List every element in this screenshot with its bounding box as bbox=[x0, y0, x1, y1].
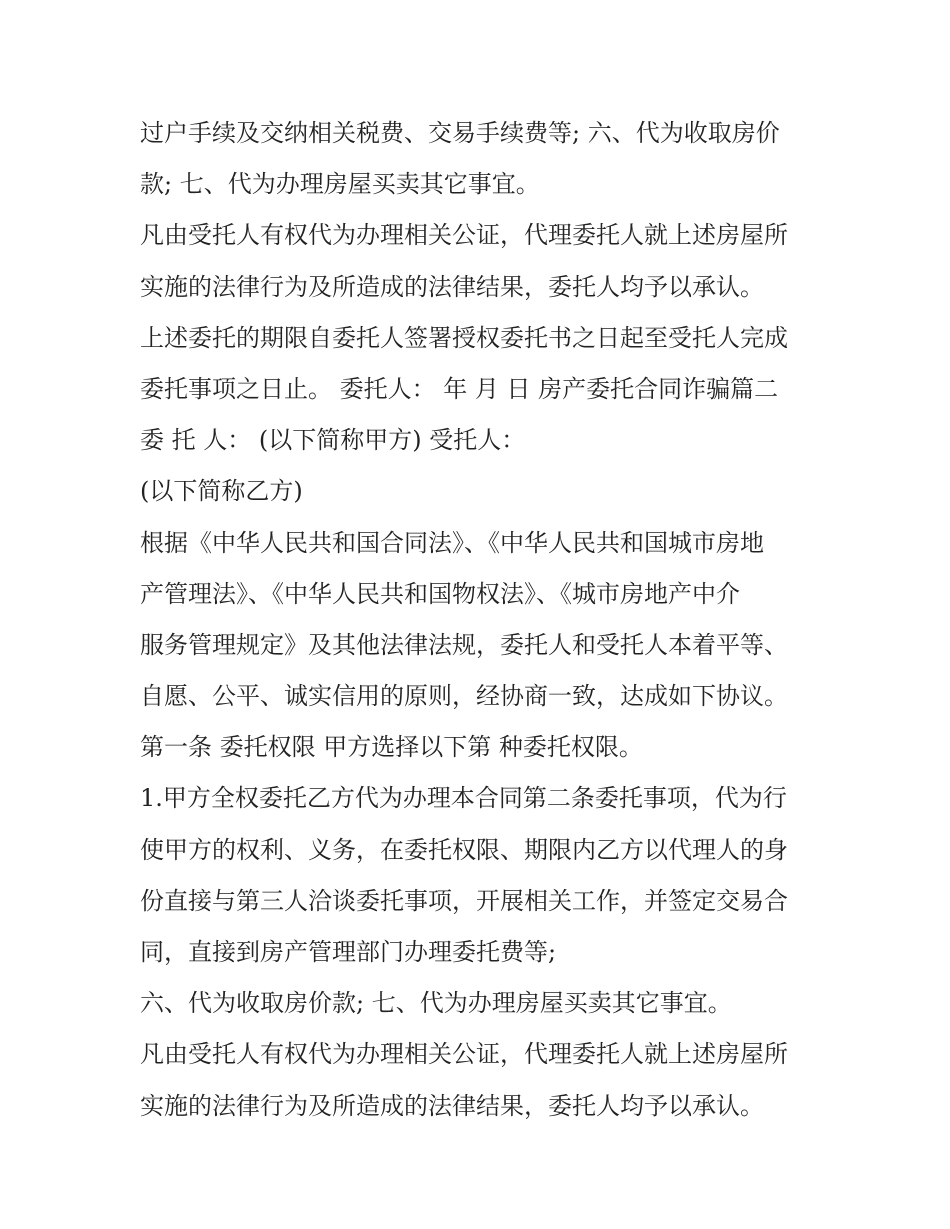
text-line: 六、代为收取房价款; 七、代为办理房屋买卖其它事宜。 bbox=[140, 989, 732, 1018]
text-line: 自愿、公平、诚实信用的原则，经协商一致，达成如下协议。 bbox=[140, 682, 788, 711]
text-line: 委托事项之日止。 委托人： 年 月 日 房产委托合同诈骗篇二 bbox=[140, 374, 779, 403]
text-line: (以下简称乙方) bbox=[140, 477, 303, 506]
text-line: 第一条 委托权限 甲方选择以下第 种委托权限。 bbox=[140, 733, 643, 762]
text-line: 1.甲方全权委托乙方代为办理本合同第二条委托事项，代为行 bbox=[140, 784, 787, 813]
text-line: 凡由受托人有权代为办理相关公证，代理委托人就上述房屋所 bbox=[140, 221, 788, 250]
text-line: 服务管理规定》及其他法律法规，委托人和受托人本着平等、 bbox=[140, 630, 788, 659]
text-line: 实施的法律行为及所造成的法律结果，委托人均予以承认。 bbox=[140, 272, 764, 301]
text-line: 委 托 人： (以下简称甲方) 受托人： bbox=[140, 426, 526, 455]
text-line: 份直接与第三人洽谈委托事项，开展相关工作，并签定交易合 bbox=[140, 886, 788, 915]
text-line: 同，直接到房产管理部门办理委托费等; bbox=[140, 938, 557, 966]
text-line: 款; 七、代为办理房屋买卖其它事宜。 bbox=[140, 170, 540, 199]
text-line: 产管理法》、《中华人民共和国物权法》、《城市房地产中介 bbox=[140, 579, 740, 608]
text-line: 上述委托的期限自委托人签署授权委托书之日起至受托人完成 bbox=[140, 323, 788, 352]
text-line: 使甲方的权利、义务，在委托权限、期限内乙方以代理人的身 bbox=[140, 835, 788, 864]
text-line: 凡由受托人有权代为办理相关公证，代理委托人就上述房屋所 bbox=[140, 1040, 788, 1069]
text-line: 根据《中华人民共和国合同法》、《中华人民共和国城市房地 bbox=[140, 528, 764, 557]
text-line: 过户手续及交纳相关税费、交易手续费等; 六、代为收取房价 bbox=[140, 119, 780, 147]
document-body bbox=[140, 108, 820, 1132]
text-line: 实施的法律行为及所造成的法律结果，委托人均予以承认。 bbox=[140, 1091, 764, 1120]
